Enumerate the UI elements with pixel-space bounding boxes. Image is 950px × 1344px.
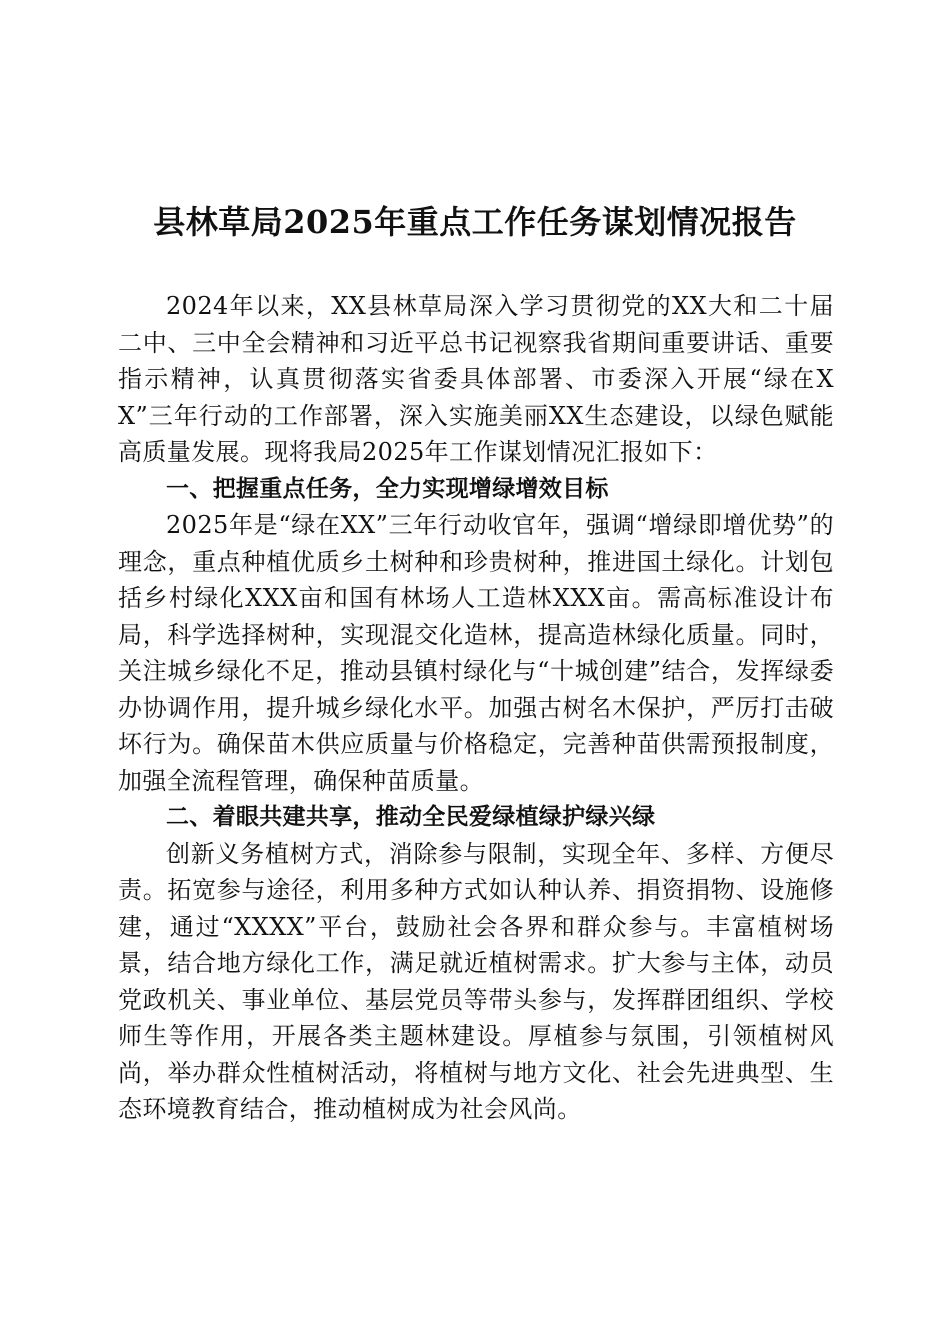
- document-title: 县林草局2025年重点工作任务谋划情况报告: [153, 203, 797, 241]
- section-1-paragraph: 2025年是“绿在XX”三年行动收官年，强调“增绿即增优势”的理念，重点种植优质乡土树种和珍贵树种，推进国土绿化。计划包括乡村绿化XXX亩和国有林场人工造林XXX亩。需高标准设计布局，科学选择树种，实现混交化造林，提高造林绿化质量。同时，关注城乡绿化不足，推动县镇村绿化与“十城创建”结合，发挥绿委办协调作用，提升城乡绿化水平。加强古树名木保护，严厉打击破坏行为。确保苗木供应质量与价格稳定，完善种苗供需预报制度，加强全流程管理，确保种苗质量。: [118, 511, 834, 795]
- section-2-heading: 二、着眼共建共享，推动全民爱绿植绿护绿兴绿: [166, 804, 656, 830]
- section-1-heading: 一、把握重点任务，全力实现增绿增效目标: [166, 475, 609, 502]
- section-2-paragraph: 创新义务植树方式，消除参与限制，实现全年、多样、方便尽责。拓宽参与途径，利用多种方式如认种认养、捐资捐物、设施修建，通过“XXXX”平台，鼓励社会各界和群众参与。丰富植树场景，结合地方绿化工作，满足就近植树需求。扩大参与主体，动员党政机关、事业单位、基层党员等带头参与，发挥群团组织、学校师生等作用，开展各类主题林建设。厚植参与氛围，引领植树风尚，举办群众性植树活动，将植树与地方文化、社会先进典型、生态环境教育结合，推动植树成为社会风尚。: [118, 839, 834, 1123]
- document-body: [118, 288, 834, 1128]
- intro-paragraph: 2024年以来，XX县林草局深入学习贯彻党的XX大和二十届二中、三中全会精神和习近平总书记视察我省期间重要讲话、重要指示精神，认真贯彻落实省委具体部署、市委深入开展“绿在XX”三年行动的工作部署，深入实施美丽XX生态建设，以绿色赋能高质量发展。现将我局2025年工作谋划情况汇报如下：: [118, 292, 834, 466]
